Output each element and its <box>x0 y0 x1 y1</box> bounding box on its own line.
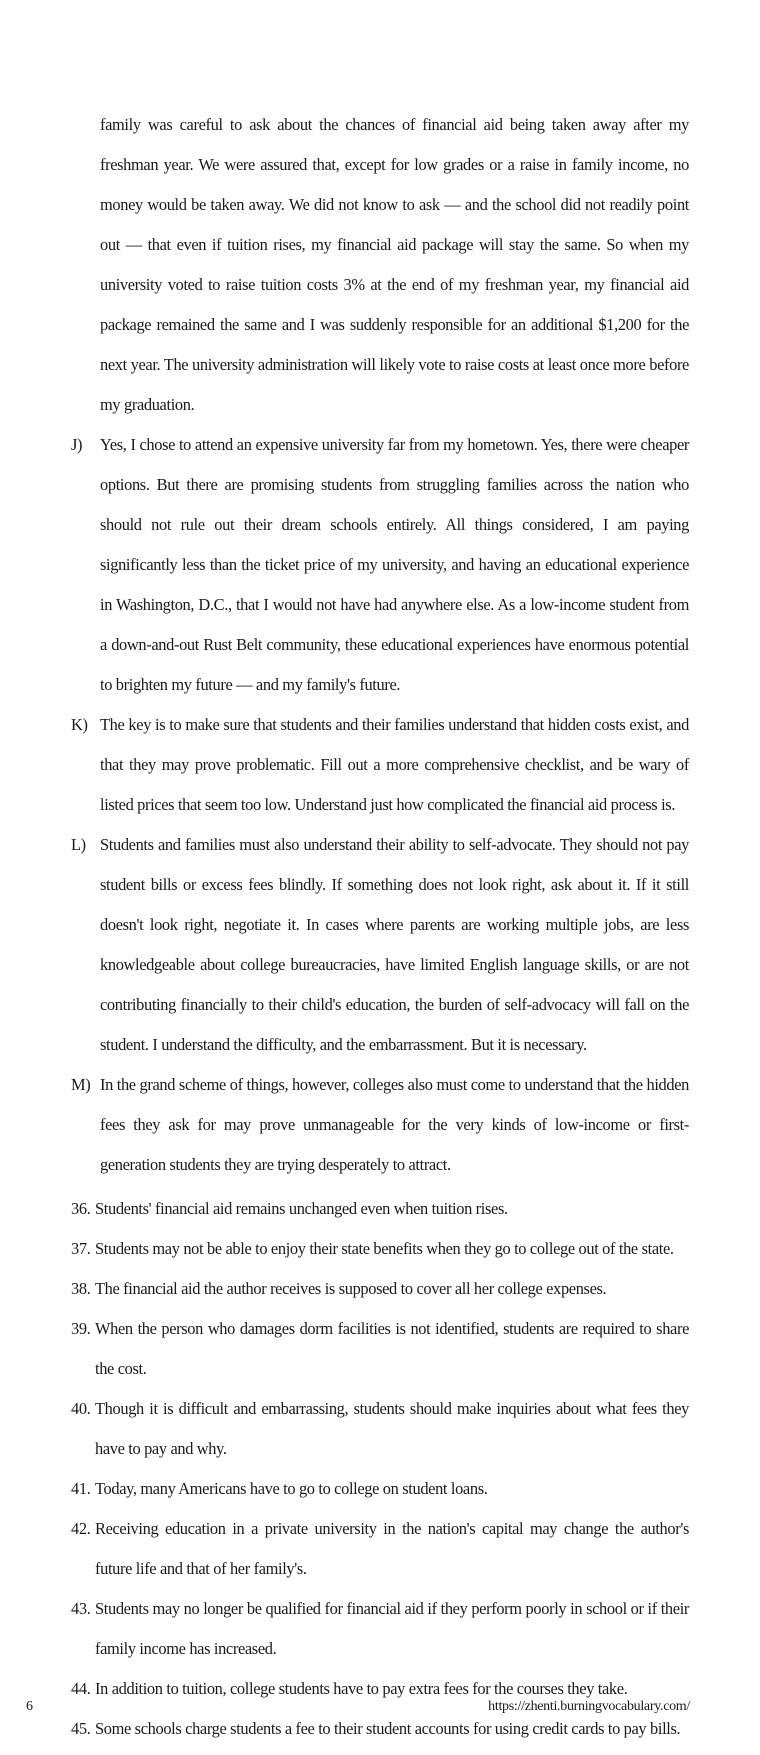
question-number: 43. <box>71 1599 91 1618</box>
paragraph-j <box>71 425 689 705</box>
question-text: Students may not be able to enjoy their state benefits when they go to college out of the state. <box>95 1239 674 1258</box>
question-text: Students may no longer be qualified for financial aid if they perform poorly in school or if their family income has increased. <box>95 1599 689 1658</box>
question-item <box>71 1589 689 1669</box>
passage <box>71 105 689 1185</box>
question-item <box>71 1509 689 1589</box>
question-text: Receiving education in a private university in the nation's capital may change the author's future life and that of her family's. <box>95 1519 689 1578</box>
document-body <box>71 105 689 1749</box>
paragraph-marker: L) <box>71 835 86 854</box>
question-number: 37. <box>71 1239 91 1258</box>
question-number: 38. <box>71 1279 91 1298</box>
question-text: Though it is difficult and embarrassing, students should make inquiries about what fees they have to pay and why. <box>95 1399 689 1458</box>
question-text: In addition to tuition, college students have to pay extra fees for the courses they take. <box>95 1679 628 1698</box>
paragraph-text: Students and families must also understand their ability to self-advocate. They should not pay student bills or excess fees blindly. If something does not look right, ask about it. If it still doesn't look right, negotiate it. In cases where parents are working multiple jobs, are less knowledgeable about college bureaucracies, have limited English language skills, or are not contributing financially to their child's education, the burden of self-advocacy will fall on the student. I understand the difficulty, and the embarrassment. But it is necessary. <box>100 835 689 1054</box>
paragraph-text: Yes, I chose to attend an expensive university far from my hometown. Yes, there were cheaper options. But there are promising students from struggling families across the nation who should not rule out their dream schools entirely. All things considered, I am paying significantly less than the ticket price of my university, and having an educational experience in Washington, D.C., that I would not have had anywhere else. As a low-income student from a down-and-out Rust Belt community, these educational experiences have enormous potential to brighten my future — and my family's future. <box>100 435 689 694</box>
question-item <box>71 1269 689 1309</box>
paragraph-text: The key is to make sure that students and their families understand that hidden costs exist, and that they may prove problematic. Fill out a more comprehensive checklist, and be wary of listed prices that seem too low. Understand just how complicated the financial aid process is. <box>100 715 689 814</box>
question-text: Today, many Americans have to go to college on student loans. <box>95 1479 488 1498</box>
question-item <box>71 1309 689 1389</box>
question-text: The financial aid the author receives is supposed to cover all her college expenses. <box>95 1279 607 1298</box>
question-text: When the person who damages dorm facilities is not identified, students are required to share the cost. <box>95 1319 689 1378</box>
paragraph-marker: K) <box>71 715 88 734</box>
question-item <box>71 1189 689 1229</box>
page-number: 6 <box>26 1699 33 1714</box>
question-number: 44. <box>71 1679 91 1698</box>
paragraph-k <box>71 705 689 825</box>
question-number: 39. <box>71 1319 91 1338</box>
question-number: 36. <box>71 1199 91 1218</box>
paragraph-marker: J) <box>71 435 83 454</box>
question-number: 45. <box>71 1719 91 1738</box>
question-item <box>71 1469 689 1509</box>
question-number: 42. <box>71 1519 91 1538</box>
paragraph-text: In the grand scheme of things, however, colleges also must come to understand that the hidden fees they ask for may prove unmanageable for the very kinds of low-income or first-generation students they are trying desperately to attract. <box>100 1075 689 1174</box>
question-text: Some schools charge students a fee to their student accounts for using credit cards to pay bills. <box>95 1719 681 1738</box>
paragraph-continued <box>71 105 689 425</box>
paragraph-text: family was careful to ask about the chances of financial aid being taken away after my freshman year. We were assured that, except for low grades or a raise in family income, no money would be taken away. We did not know to ask — and the school did not readily point out — that even if tuition rises, my financial aid package will stay the same. So when my university voted to raise tuition costs 3% at the end of my freshman year, my financial aid package remained the same and I was suddenly responsible for an additional $1,200 for the next year. The university administration will likely vote to raise costs at least once more before my graduation. <box>100 115 689 414</box>
paragraph-l <box>71 825 689 1065</box>
paragraph-marker: M) <box>71 1075 91 1094</box>
question-text: Students' financial aid remains unchanged even when tuition rises. <box>95 1199 508 1218</box>
question-number: 41. <box>71 1479 91 1498</box>
question-number: 40. <box>71 1399 91 1418</box>
question-item <box>71 1229 689 1269</box>
question-list <box>71 1189 689 1749</box>
paragraph-m <box>71 1065 689 1185</box>
source-url[interactable]: https://zhenti.burningvocabulary.com/ <box>488 1699 690 1714</box>
question-item <box>71 1389 689 1469</box>
